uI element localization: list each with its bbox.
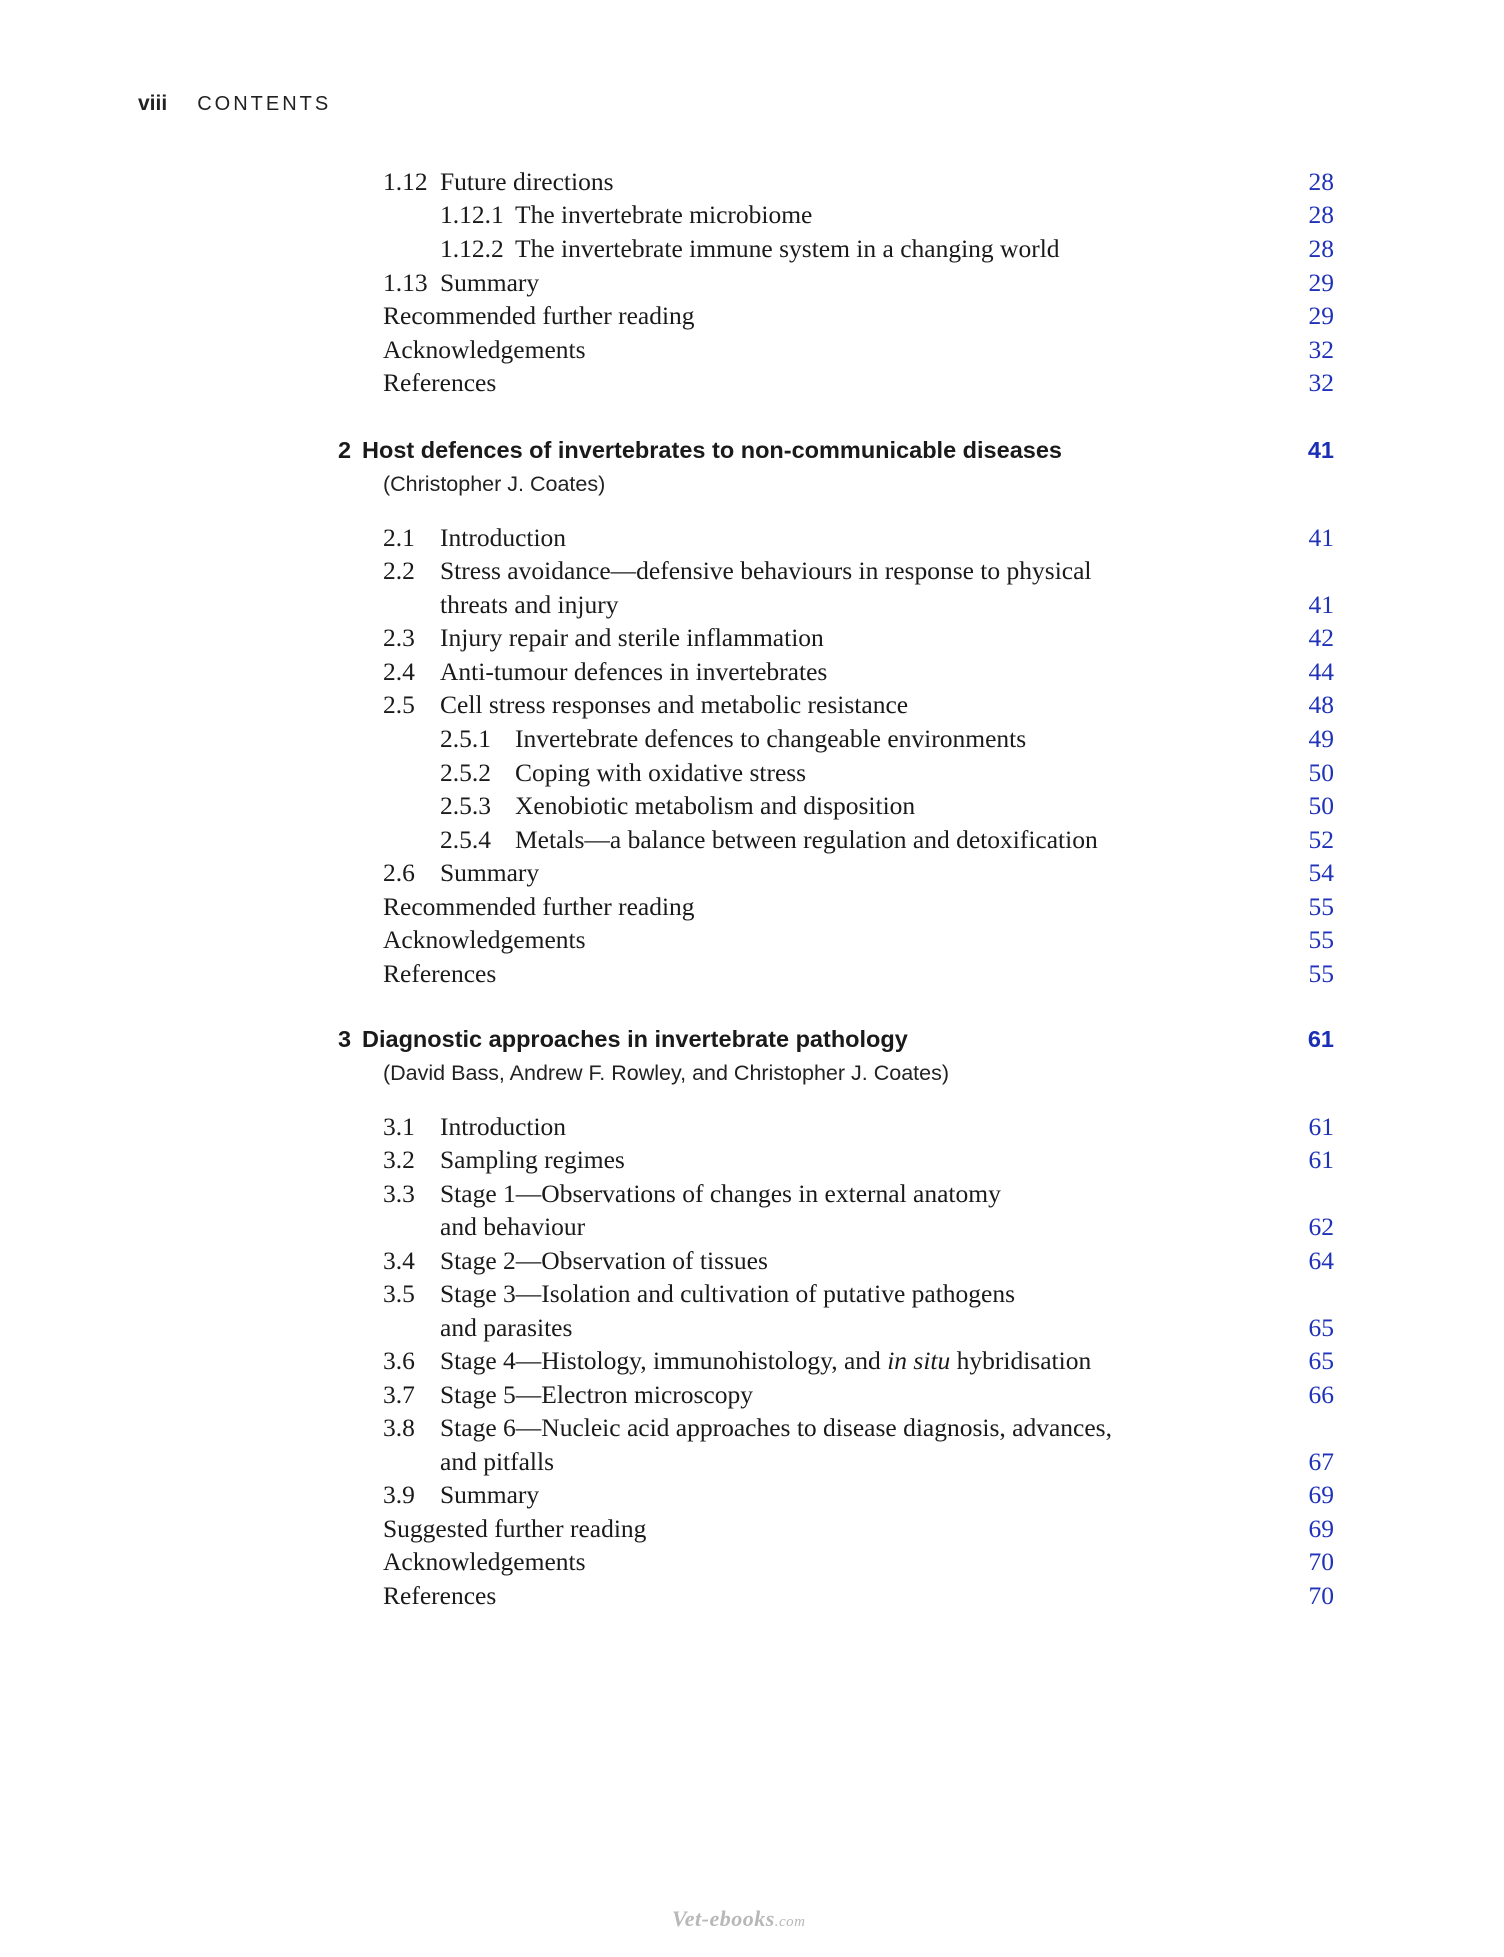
section-title: Stage 1—Observations of changes in external anatomy xyxy=(440,1179,1001,1208)
toc-entry[interactable] xyxy=(0,959,1504,993)
page-link[interactable]: 41 xyxy=(1307,437,1334,463)
section-number: 3.3 xyxy=(383,1179,415,1208)
toc-entry[interactable] xyxy=(0,657,1504,691)
toc-entry[interactable] xyxy=(0,925,1504,959)
page-link[interactable]: 66 xyxy=(1308,1380,1334,1409)
page-link[interactable]: 61 xyxy=(1307,1026,1334,1052)
page-link[interactable]: 65 xyxy=(1308,1313,1334,1342)
section-title: Stage 2—Observation of tissues xyxy=(440,1246,768,1275)
toc-entry[interactable] xyxy=(0,791,1504,825)
toc-entry[interactable] xyxy=(0,1480,1504,1514)
section-title: Stage 5—Electron microscopy xyxy=(440,1380,753,1409)
section-number: 2.4 xyxy=(383,657,415,686)
toc-entry[interactable] xyxy=(0,1145,1504,1179)
chapter-title: Diagnostic approaches in invertebrate pathology xyxy=(362,1026,908,1052)
section-title: Introduction xyxy=(440,1112,567,1141)
toc-entry[interactable] xyxy=(0,623,1504,657)
page-link[interactable]: 55 xyxy=(1308,892,1334,921)
toc-entry-continuation[interactable] xyxy=(0,1313,1504,1347)
section-title: Summary xyxy=(440,1480,540,1509)
section-title: Stress avoidance—defensive behaviours in response to physical xyxy=(440,556,1092,585)
page-link[interactable]: 64 xyxy=(1308,1246,1334,1275)
toc-entry[interactable] xyxy=(0,1179,1504,1213)
page-link[interactable]: 28 xyxy=(1308,200,1334,229)
toc-entry[interactable] xyxy=(0,825,1504,859)
toc-entry-continuation[interactable] xyxy=(0,1212,1504,1246)
toc-entry[interactable] xyxy=(0,1246,1504,1280)
toc-entry[interactable] xyxy=(0,200,1504,234)
section-title: Metals—a balance between regulation and detoxification xyxy=(515,825,1098,854)
section-number: 3.4 xyxy=(383,1246,415,1275)
page-link[interactable]: 49 xyxy=(1308,724,1334,753)
section-title: Stage 6—Nucleic acid approaches to disease diagnosis, advances, xyxy=(440,1413,1112,1442)
toc-entry[interactable] xyxy=(0,1346,1504,1380)
section-title: References xyxy=(383,959,497,988)
section-number: 1.12.2 xyxy=(440,234,504,263)
section-title: Future directions xyxy=(440,167,614,196)
chapter-heading[interactable] xyxy=(0,1026,1504,1062)
section-number: 2.1 xyxy=(383,523,415,552)
toc-entry[interactable] xyxy=(0,724,1504,758)
toc-entry[interactable] xyxy=(0,1514,1504,1548)
toc-entry[interactable] xyxy=(0,758,1504,792)
page-link[interactable]: 50 xyxy=(1308,791,1334,820)
watermark xyxy=(672,1906,806,1932)
toc-entry[interactable] xyxy=(0,690,1504,724)
section-title: Summary xyxy=(440,858,540,887)
title-italic-part: in situ xyxy=(887,1346,951,1375)
section-title: The invertebrate immune system in a changing world xyxy=(515,234,1060,263)
page-link[interactable]: 69 xyxy=(1308,1480,1334,1509)
section-number: 1.13 xyxy=(383,268,428,297)
section-title: Introduction xyxy=(440,523,567,552)
toc-entry-continuation[interactable] xyxy=(0,590,1504,624)
page-link[interactable]: 70 xyxy=(1308,1581,1334,1610)
page-number: viii xyxy=(138,92,168,115)
page-link[interactable]: 41 xyxy=(1308,590,1334,619)
section-number: 2.5 xyxy=(383,690,415,719)
toc-entry[interactable] xyxy=(0,556,1504,590)
section-number: 3.1 xyxy=(383,1112,415,1141)
section-number: 3.8 xyxy=(383,1413,415,1442)
section-title: References xyxy=(383,1581,497,1610)
toc-entry[interactable] xyxy=(0,1279,1504,1313)
watermark-suffix: .com xyxy=(774,1914,806,1930)
page-link[interactable]: 29 xyxy=(1308,301,1334,330)
section-number: 3.7 xyxy=(383,1380,415,1409)
toc-entry[interactable] xyxy=(0,1547,1504,1581)
title-part: hybridisation xyxy=(950,1346,1092,1375)
section-title: Cell stress responses and metabolic resistance xyxy=(440,690,909,719)
page-link[interactable]: 61 xyxy=(1308,1145,1334,1174)
page-link[interactable]: 55 xyxy=(1308,925,1334,954)
page-link[interactable]: 28 xyxy=(1308,234,1334,263)
section-number: 1.12.1 xyxy=(440,200,504,229)
page-link[interactable]: 61 xyxy=(1308,1112,1334,1141)
running-header xyxy=(138,92,331,124)
page-link[interactable]: 52 xyxy=(1308,825,1334,854)
section-title: Acknowledgements xyxy=(383,335,586,364)
section-title: Acknowledgements xyxy=(383,925,586,954)
page-link[interactable]: 44 xyxy=(1308,657,1334,686)
section-number: 2.5.3 xyxy=(440,791,491,820)
section-title: Sampling regimes xyxy=(440,1145,625,1174)
section-number: 3.9 xyxy=(383,1480,415,1509)
toc-entry-continuation[interactable] xyxy=(0,1447,1504,1481)
chapter-authors: (David Bass, Andrew F. Rowley, and Christopher J. Coates) xyxy=(383,1061,950,1085)
section-title: The invertebrate microbiome xyxy=(515,200,813,229)
section-title: Coping with oxidative stress xyxy=(515,758,807,787)
page-link[interactable]: 55 xyxy=(1308,959,1334,988)
page-link[interactable]: 32 xyxy=(1308,335,1334,364)
page-link[interactable]: 70 xyxy=(1308,1547,1334,1576)
section-number: 2.6 xyxy=(383,858,415,887)
running-title: CONTENTS xyxy=(197,93,332,115)
section-title: Acknowledgements xyxy=(383,1547,586,1576)
page-link[interactable]: 69 xyxy=(1308,1514,1334,1543)
page-link[interactable]: 65 xyxy=(1308,1346,1334,1375)
chapter-authors: (Christopher J. Coates) xyxy=(383,472,606,496)
section-number: 2.3 xyxy=(383,623,415,652)
page-link[interactable]: 42 xyxy=(1308,623,1334,652)
chapter-title: Host defences of invertebrates to non-communicable diseases xyxy=(362,437,1062,463)
section-title: References xyxy=(383,368,497,397)
page-link[interactable]: 41 xyxy=(1308,523,1334,552)
toc-entry[interactable] xyxy=(0,523,1504,557)
page-link[interactable]: 32 xyxy=(1308,368,1334,397)
toc-entry[interactable] xyxy=(0,1380,1504,1414)
page-link[interactable]: 29 xyxy=(1308,268,1334,297)
section-number: 3.6 xyxy=(383,1346,415,1375)
toc-entry[interactable] xyxy=(0,335,1504,369)
watermark-text: Vet-ebooks xyxy=(672,1906,775,1931)
section-title: Injury repair and sterile inflammation xyxy=(440,623,824,652)
toc-entry[interactable] xyxy=(0,301,1504,335)
section-title xyxy=(440,1346,1091,1376)
chapter-number: 2 xyxy=(338,437,352,463)
toc-entry[interactable] xyxy=(0,1581,1504,1615)
section-title: Suggested further reading xyxy=(383,1514,647,1543)
section-number: 3.2 xyxy=(383,1145,415,1174)
chapter-number: 3 xyxy=(338,1026,352,1052)
section-title: threats and injury xyxy=(440,590,619,619)
page-link[interactable]: 67 xyxy=(1308,1447,1334,1476)
toc-entry[interactable] xyxy=(0,1413,1504,1447)
section-title: Recommended further reading xyxy=(383,301,695,330)
toc-entry[interactable] xyxy=(0,368,1504,402)
section-number: 2.5.2 xyxy=(440,758,491,787)
page-link[interactable]: 54 xyxy=(1308,858,1334,887)
section-number: 2.2 xyxy=(383,556,415,585)
title-part: Stage 4—Histology, immunohistology, and xyxy=(440,1346,888,1375)
section-title: Anti-tumour defences in invertebrates xyxy=(440,657,828,686)
section-title: and parasites xyxy=(440,1313,573,1342)
section-number: 2.5.1 xyxy=(440,724,491,753)
page-link[interactable]: 28 xyxy=(1308,167,1334,196)
page-link[interactable]: 62 xyxy=(1308,1212,1334,1241)
page-link[interactable]: 48 xyxy=(1308,690,1334,719)
section-title: Summary xyxy=(440,268,540,297)
toc-entry[interactable] xyxy=(0,268,1504,302)
section-number: 2.5.4 xyxy=(440,825,491,854)
section-title: and pitfalls xyxy=(440,1447,555,1476)
toc-entry[interactable] xyxy=(0,892,1504,926)
section-number: 3.5 xyxy=(383,1279,415,1308)
section-number: 1.12 xyxy=(383,167,428,196)
section-title: Invertebrate defences to changeable environments xyxy=(515,724,1027,753)
toc-entry[interactable] xyxy=(0,167,1504,201)
toc-entry[interactable] xyxy=(0,1112,1504,1146)
section-title: Recommended further reading xyxy=(383,892,695,921)
toc-entry[interactable] xyxy=(0,858,1504,892)
toc-entry[interactable] xyxy=(0,234,1504,268)
chapter-heading[interactable] xyxy=(0,437,1504,473)
section-title: and behaviour xyxy=(440,1212,586,1241)
section-title: Stage 3—Isolation and cultivation of putative pathogens xyxy=(440,1279,1016,1308)
page-link[interactable]: 50 xyxy=(1308,758,1334,787)
section-title: Xenobiotic metabolism and disposition xyxy=(515,791,916,820)
